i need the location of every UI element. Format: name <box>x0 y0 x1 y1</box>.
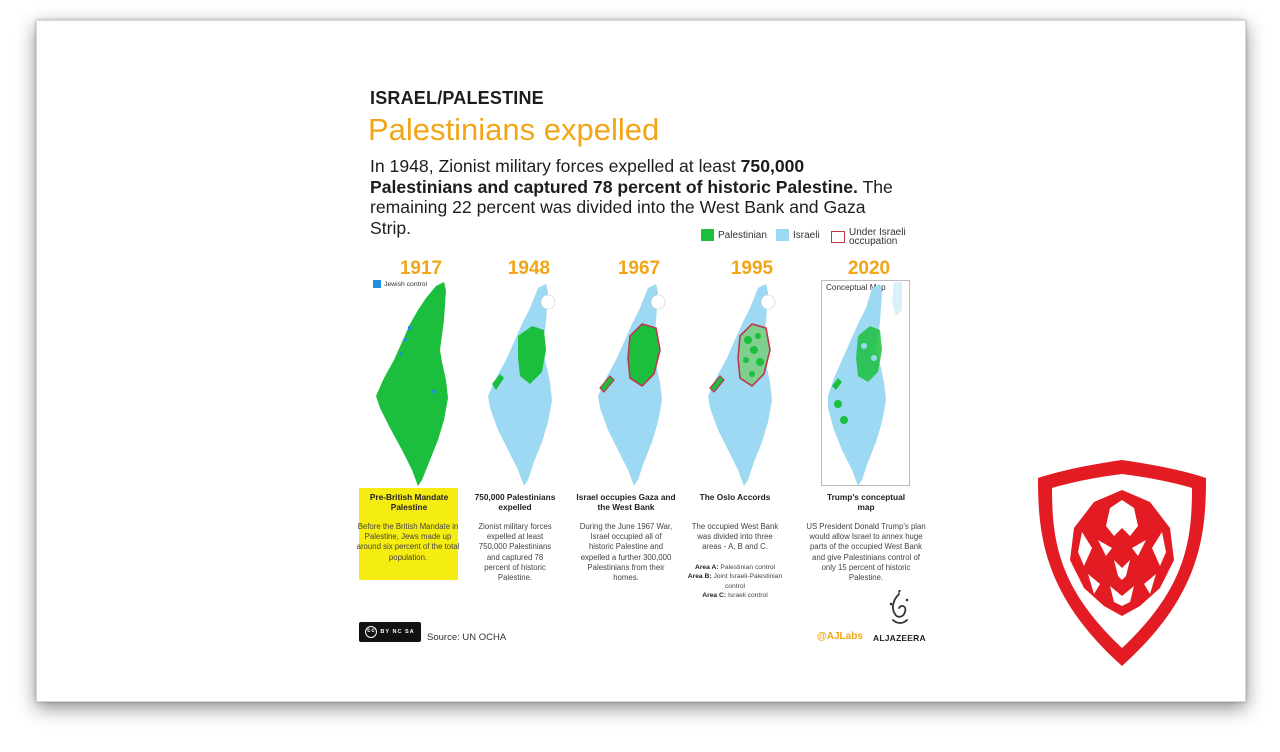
year-1917: 1917 <box>399 258 443 279</box>
map-1967 <box>598 280 680 488</box>
caption-body-1995: The occupied West Bank was divided into three areas - A, B and C. <box>691 522 779 552</box>
year-1948: 1948 <box>507 258 551 279</box>
caption-title-2020: Trump's conceptual map <box>826 492 906 512</box>
conceptual-map-label: Conceptual Map <box>826 283 886 292</box>
caption-title-1967: Israel occupies Gaza and the West Bank <box>576 492 676 512</box>
caption-title-1995: The Oslo Accords <box>699 492 771 502</box>
area-a: Area A: Palestinian control <box>694 564 776 571</box>
caption-areas-1995 <box>679 563 791 601</box>
map-1917 <box>374 280 452 488</box>
map-1948 <box>488 280 570 488</box>
caption-title-1917: Pre-British Mandate Palestine <box>369 492 449 512</box>
source-note: Source: UN OCHA <box>427 632 507 643</box>
kicker-title: ISRAEL/PALESTINE <box>370 88 544 108</box>
lion-shield-icon <box>1034 456 1210 670</box>
legend-palestinian: Palestinian <box>701 229 767 241</box>
headline: Palestinians expelled <box>368 112 660 147</box>
legend-swatch-israeli <box>776 229 789 241</box>
ajlabs-handle: @AJLabs <box>817 631 863 642</box>
aljazeera-logo-icon <box>885 590 913 630</box>
area-b: Area B: Joint Israeli-Palestinian control <box>687 573 783 590</box>
aljazeera-wordmark: ALJAZEERA <box>873 633 926 643</box>
legend-occupation: Under Israeli occupation <box>831 228 906 246</box>
area-c: Area C: Israeli control <box>702 592 768 600</box>
creative-commons-icon: cc BY NC SA <box>359 622 421 642</box>
map-1995 <box>708 280 790 488</box>
map-2020 <box>828 280 908 486</box>
caption-body-1948: Zionist military forces expelled at least 750,000 Palestinians and captured 78 percent of historic Palestine. <box>478 522 552 583</box>
caption-body-1917: Before the British Mandate in Palestine, Jews made up around six percent of the total population. <box>356 522 460 562</box>
year-1967: 1967 <box>617 258 661 279</box>
caption-body-2020: US President Donald Trump's plan would allow Israel to annex huge parts of the occupied West Bank and give Palestinians control of only 15 percent of historic Palestine. <box>806 522 926 583</box>
caption-body-1967: During the June 1967 War, Israel occupied all of historic Palestine and expelled a further 300,000 Palestinians from their homes. <box>579 522 673 583</box>
legend-swatch-palestinian <box>701 229 714 241</box>
intro-text: In 1948, Zionist military forces expelled at least 750,000 Palestinians and captured 78 percent of historic Palestine. The remaining 22 percent was divided into the West Bank and Gaza Strip. <box>370 156 893 238</box>
legend-israeli: Israeli <box>776 229 820 241</box>
legend-swatch-occupation <box>831 231 845 243</box>
year-2020: 2020 <box>847 258 891 279</box>
jewish-control-legend: Jewish control <box>373 280 427 288</box>
year-1995: 1995 <box>730 258 774 279</box>
caption-title-1948: 750,000 Palestinians expelled <box>474 492 556 512</box>
